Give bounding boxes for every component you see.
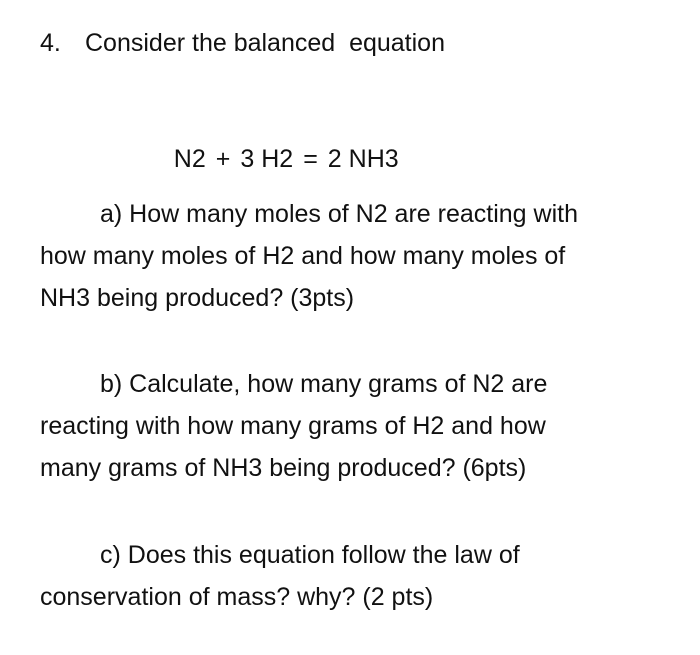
equation-reactant-h2: 3 H2 (240, 145, 294, 173)
question-number: 4. (40, 29, 61, 57)
part-c-line-2: conservation of mass? why? (2 pts) (40, 583, 434, 611)
equation-equals: = (303, 145, 318, 173)
part-b-line-3: many grams of NH3 being produced? (6pts) (40, 454, 527, 482)
part-b-line-2: reacting with how many grams of H2 and how (40, 412, 546, 440)
part-c-line-1: c) Does this equation follow the law of (100, 541, 520, 569)
part-a-line-2: how many moles of H2 and how many moles of (40, 242, 566, 270)
part-a (40, 193, 640, 319)
part-b (40, 363, 640, 489)
part-b-line-1: b) Calculate, how many grams of N2 are (100, 370, 548, 398)
equation-reactant-n2: N2 (173, 145, 206, 173)
equation-plus: + (215, 145, 231, 173)
equation-product-nh3: 2 NH3 (327, 145, 399, 173)
part-c (40, 534, 640, 618)
part-a-line-3: NH3 being produced? (3pts) (40, 284, 355, 312)
part-a-line-1: a) How many moles of N2 are reacting with (100, 200, 578, 228)
balanced-equation (146, 114, 399, 204)
question-title: Consider the balanced equation (85, 29, 445, 57)
